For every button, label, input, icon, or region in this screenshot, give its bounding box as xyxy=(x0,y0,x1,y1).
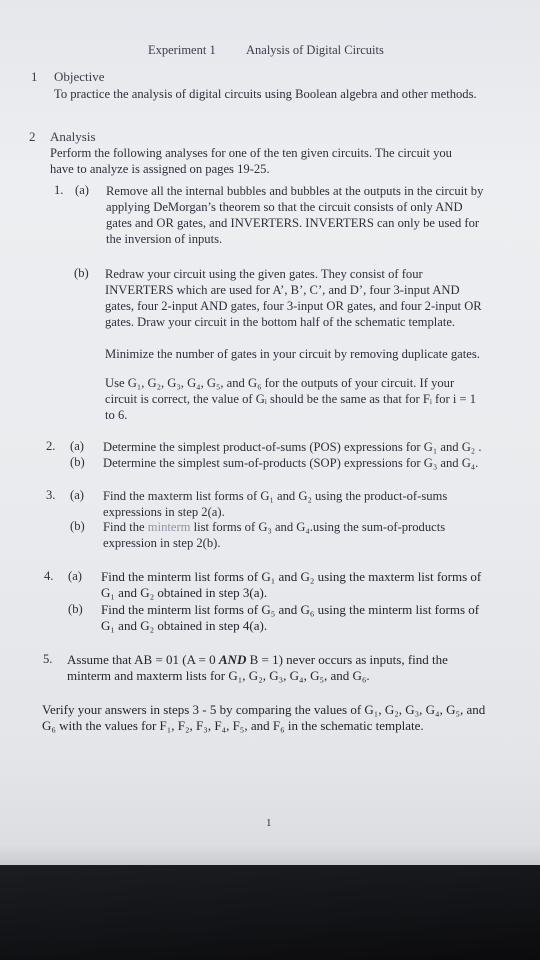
step-4b-label: (b) xyxy=(68,602,83,616)
and-emphasis: AND xyxy=(218,652,247,667)
text-segment: B = 1) never occurs as inputs, find the xyxy=(246,652,448,667)
text-line: Find the minterm list forms of G₅ and G₆ using the minterm list forms of xyxy=(101,602,480,617)
text-segment: Assume that AB = 01 (A = 0 xyxy=(67,652,219,667)
step-3b-label: (b) xyxy=(70,519,85,533)
text-line: G₁ and G₂ obtained in step 3(a). xyxy=(101,585,268,601)
step-4-number: 4. xyxy=(44,569,54,583)
section-2-text xyxy=(50,145,452,177)
step-3b-text xyxy=(103,519,445,551)
text-line: Perform the following analyses for one of the ten given circuits. The circuit you xyxy=(50,146,452,160)
step-1-number: 1. xyxy=(54,183,64,197)
section-1-title: Objective xyxy=(54,69,105,84)
step-4a-label: (a) xyxy=(68,569,82,583)
header-experiment-label: Experiment 1 xyxy=(148,43,216,57)
text-line: to 6. xyxy=(105,408,128,422)
text-line: the inversion of inputs. xyxy=(106,232,223,246)
text-line xyxy=(103,519,445,535)
step-3-number: 3. xyxy=(46,488,56,502)
text-line: circuit is correct, the value of Gᵢ should be the same as that for Fᵢ for i = 1 xyxy=(105,392,477,406)
step-2a-label: (a) xyxy=(70,439,84,453)
section-2-title: Analysis xyxy=(50,129,96,144)
header-document-title: Analysis of Digital Circuits xyxy=(246,43,384,57)
text-line: INVERTERS which are used for A’, B’, C’, and D’, four 3-input AND xyxy=(105,283,460,297)
text-line: Find the maxterm list forms of G₁ and G₂ using the product-of-sums xyxy=(103,489,448,503)
text-line xyxy=(67,652,448,668)
text-line: Remove all the internal bubbles and bubbles at the outputs in the circuit by xyxy=(106,184,484,198)
step-2b-label: (b) xyxy=(70,455,85,469)
section-2-number: 2 xyxy=(29,129,36,144)
step-3a-text xyxy=(103,488,447,520)
faint-text-segment: minterm xyxy=(147,520,191,534)
text-line: Verify your answers in steps 3 - 5 by comparing the values of G₁, G₂, G₃, G₄, G₅, and xyxy=(42,702,486,717)
step-1b-text xyxy=(105,266,482,330)
text-segment: Find the xyxy=(103,520,148,534)
text-line: minterm and maxterm lists for G₁, G₂, G₃, G₄, G₅, and G₆. xyxy=(67,668,370,684)
step-1a-text xyxy=(106,183,483,247)
text-line: G₆ with the values for F₁, F₂, F₃, F₄, F₅, and F₆ in the schematic template. xyxy=(42,718,424,734)
text-line: gates. Draw your circuit in the bottom half of the schematic template. xyxy=(105,315,456,329)
text-line: Use G₁, G₂, G₃, G₄, G₅, and G₆ for the outputs of your circuit. If your xyxy=(105,376,455,390)
text-segment: list forms of G₃ and G₄.using the sum-of-products xyxy=(190,520,446,534)
step-1a-label: (a) xyxy=(75,183,89,197)
page-number: 1 xyxy=(266,817,272,829)
step-3a-label: (a) xyxy=(70,488,84,502)
step-1b-label: (b) xyxy=(74,266,89,280)
outputs-instruction xyxy=(105,375,476,423)
step-4b-text xyxy=(101,602,479,635)
verify-paragraph xyxy=(42,702,485,735)
text-line: G₁ and G₂ obtained in step 4(a). xyxy=(101,618,268,634)
step-5-number: 5. xyxy=(43,652,53,666)
step-2-number: 2. xyxy=(46,439,56,453)
section-1-text: To practice the analysis of digital circuits using Boolean algebra and other methods. xyxy=(54,87,477,101)
step-5-text xyxy=(67,652,448,685)
dark-background-surface xyxy=(0,865,540,960)
text-line: gates, four 2-input AND gates, four 3-input OR gates, and four 2-input OR xyxy=(105,299,482,313)
text-line: gates and OR gates, and INVERTERS. INVERTERS can only be used for xyxy=(106,216,480,230)
text-line: expressions in step 2(a). xyxy=(103,505,225,519)
text-line: have to analyze is assigned on pages 19-25. xyxy=(50,162,270,176)
step-2a-text: Determine the simplest product-of-sums (POS) expressions for G₁ and G₂ . xyxy=(103,440,482,454)
text-line: Find the minterm list forms of G₁ and G₂ using the maxterm list forms of xyxy=(101,569,482,584)
minimize-instruction: Minimize the number of gates in your circuit by removing duplicate gates. xyxy=(105,347,480,361)
section-1-number: 1 xyxy=(31,69,38,84)
text-line: Redraw your circuit using the given gates. They consist of four xyxy=(105,267,423,281)
step-4a-text xyxy=(101,569,481,602)
step-2b-text: Determine the simplest sum-of-products (SOP) expressions for G₃ and G₄. xyxy=(103,456,479,470)
text-line: expression in step 2(b). xyxy=(103,536,221,550)
text-line: applying DeMorgan’s theorem so that the circuit consists of only AND xyxy=(106,200,463,214)
